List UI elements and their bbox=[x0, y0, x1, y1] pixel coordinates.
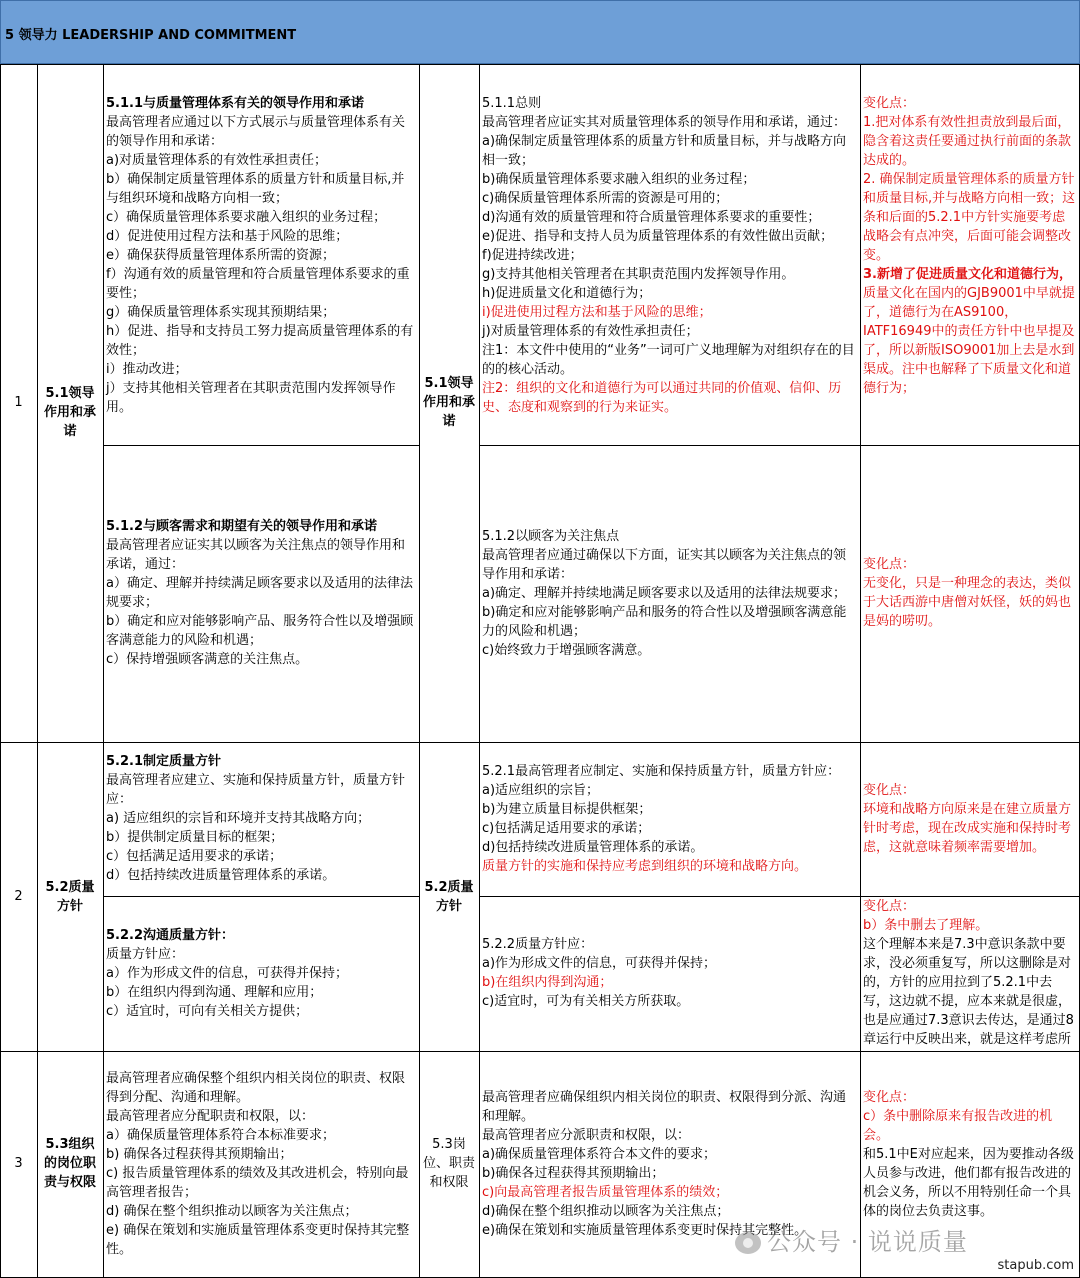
text-line: a)适应组织的宗旨； bbox=[482, 783, 600, 798]
text-line: c）适宜时，可向有关相关方提供； bbox=[106, 1004, 309, 1019]
text-line: c）确保质量管理体系要求融入组织的业务过程； bbox=[106, 210, 387, 225]
text-line: 这个理解本来是7.3中意识条款中要求，没必须重复写，所以这删除是对的，方针的应用拉到了5.2.1中去写，这边就不提，应本来就是很虚，也是应通过7.3意识去传达，是通过8章运行中反映出来，就是这样考虑所 bbox=[863, 937, 1074, 1047]
text-line: d）促进使用过程方法和基于风险的思维； bbox=[106, 229, 349, 244]
new-subclause-5-1-2 bbox=[482, 527, 858, 660]
note-lines bbox=[863, 1088, 1077, 1221]
new-subclause-5-2-1 bbox=[482, 762, 858, 876]
text-line: e)促进、指导和支持人员为质量管理体系的有效性做出贡献； bbox=[482, 229, 834, 244]
text-line: 变化点： bbox=[863, 783, 916, 798]
grid-line bbox=[103, 896, 419, 897]
text-line: c) 报告质量管理体系的绩效及其改进机会，特别向最高管理者报告； bbox=[106, 1166, 409, 1200]
note-lines bbox=[863, 555, 1077, 631]
grid-line bbox=[0, 742, 1080, 743]
text-line: b）在组织内得到沟通、理解和应用； bbox=[106, 985, 323, 1000]
text-line: b)在组织内得到沟通； bbox=[482, 975, 613, 990]
text-line: a)确定、理解并持续地满足顾客要求以及适用的法律法规要求； bbox=[482, 586, 847, 601]
text-line: i）推动改进； bbox=[106, 362, 188, 377]
new-subclause-5-2-2 bbox=[482, 935, 858, 1011]
text-line: 最高管理者应通过确保以下方面，证实其以顾客为关注焦点的领导作用和承诺： bbox=[482, 548, 847, 582]
text-line: 注2：组织的文化和道德行为可以通过共同的价值观、信仰、历史、态度和观察到的行为来证实。 bbox=[482, 381, 842, 415]
note-lines bbox=[863, 897, 1077, 1049]
text-line: b）提供制定质量目标的框架； bbox=[106, 830, 284, 845]
text-line: 最高管理者应证实其对质量管理体系的领导作用和承诺，通过： bbox=[482, 115, 847, 130]
text-line: b）条中删去了理解。 bbox=[863, 918, 989, 933]
clause-lines bbox=[482, 527, 858, 660]
text-line: h)促进质量文化和道德行为； bbox=[482, 286, 652, 301]
text-line: f）沟通有效的质量管理和符合质量管理体系要求的重要性； bbox=[106, 267, 410, 301]
text-line: d)沟通有效的质量管理和符合质量管理体系要求的重要性； bbox=[482, 210, 821, 225]
grid-line bbox=[103, 64, 104, 1278]
new-clause-title: 5.1领导作用和承诺 bbox=[422, 376, 475, 429]
subclause-heading: 5.1.2与顾客需求和期望有关的领导作用和承诺 bbox=[106, 519, 378, 534]
text-line: 变化点： bbox=[863, 1090, 916, 1105]
text-line: 最高管理者应确保组织内相关岗位的职责、权限得到分派、沟通和理解。 bbox=[482, 1090, 847, 1124]
text-line: b）确定和应对能够影响产品、服务符合性以及增强顾客满意能力的风险和机遇； bbox=[106, 614, 414, 648]
change-note bbox=[863, 1088, 1077, 1221]
grid-line bbox=[479, 445, 1079, 446]
text-line: 1.把对体系有效性担责放到最后面，隐含着这责任要通过执行前面的条款达成的。 bbox=[863, 115, 1072, 168]
new-subclause-5-1-1 bbox=[482, 94, 858, 417]
text-line: 质量文化在国内的GJB9001中早就提了，道德行为在AS9100，IATF16949中的责任方针中也早提及了，所以新版ISO9001加上去是水到渠成。注中也解释了下质量文化和道德行为； bbox=[863, 286, 1075, 396]
text-line: e）确保获得质量管理体系所需的资源； bbox=[106, 248, 335, 263]
text-line: 最高管理者应分派职责和权限，以： bbox=[482, 1128, 691, 1143]
text-line: 5.2.1最高管理者应制定、实施和保持质量方针，质量方针应： bbox=[482, 764, 841, 779]
wechat-icon bbox=[735, 1232, 761, 1254]
text-line: 注1：本文件中使用的“业务”一词可广义地理解为对组织存在的目的的核心活动。 bbox=[482, 343, 855, 377]
subclause-heading: 5.2.2沟通质量方针： bbox=[106, 928, 235, 943]
old-clause-title: 5.3组织的岗位职责与权限 bbox=[43, 1137, 96, 1190]
text-line: b)为建立质量目标提供框架； bbox=[482, 802, 652, 817]
text-line: i)促进使用过程方法和基于风险的思维； bbox=[482, 305, 712, 320]
text-line: 变化点： bbox=[863, 96, 916, 111]
old-clause-title: 5.2质量方针 bbox=[45, 880, 95, 914]
new-clause-title: 5.3岗位、职责和权限 bbox=[422, 1137, 475, 1190]
clause-lines bbox=[482, 762, 858, 876]
change-note bbox=[863, 555, 1077, 631]
text-line: 最高管理者应建立、实施和保持质量方针，质量方针应： bbox=[106, 773, 406, 807]
section-title: 5 领导力 LEADERSHIP AND COMMITMENT bbox=[5, 28, 297, 43]
clause-lines bbox=[482, 935, 858, 1011]
text-line: 变化点： bbox=[863, 557, 916, 572]
text-line: 5.2.2质量方针应： bbox=[482, 937, 594, 952]
grid-line bbox=[37, 64, 38, 1278]
text-line: c)始终致力于增强顾客满意。 bbox=[482, 643, 651, 658]
text-line: c)向最高管理者报告质量管理体系的绩效； bbox=[482, 1185, 729, 1200]
old-clause-5-3 bbox=[106, 1069, 417, 1259]
watermark bbox=[735, 1222, 968, 1257]
row-number: 1 bbox=[14, 395, 23, 410]
subclause-heading: 5.2.1制定质量方针 bbox=[106, 754, 222, 769]
grid-line bbox=[0, 64, 1080, 65]
text-line: d)确保在整个组织推动以顾客为关注焦点； bbox=[482, 1204, 730, 1219]
text-line: j)对质量管理体系的有效性承担责任； bbox=[482, 324, 699, 339]
text-line: b）确保制定质量管理体系的质量方针和质量目标,并与组织环境和战略方向相一致； bbox=[106, 172, 405, 206]
watermark-text: 公众号 · 说说质量 bbox=[767, 1228, 968, 1256]
old-subclause-5-2-2 bbox=[106, 926, 417, 1021]
grid-line bbox=[103, 445, 419, 446]
row-number: 3 bbox=[14, 1156, 23, 1171]
text-line: c）保持增强顾客满意的关注焦点。 bbox=[106, 652, 309, 667]
text-line: e) 确保在策划和实施质量管理体系变更时保持其完整性。 bbox=[106, 1223, 410, 1257]
text-line: c)适宜时，可为有关相关方所获取。 bbox=[482, 994, 690, 1009]
text-line: 最高管理者应确保整个组织内相关岗位的职责、权限得到分配、沟通和理解。 bbox=[106, 1071, 406, 1105]
clause-lines bbox=[106, 945, 417, 1021]
clause-lines bbox=[106, 771, 417, 885]
text-line: c）条中删除原来有报告改进的机会。 bbox=[863, 1109, 1053, 1143]
grid-line bbox=[479, 64, 480, 1278]
grid-line bbox=[0, 1051, 1080, 1052]
text-line: a）确保质量管理体系符合本标准要求； bbox=[106, 1128, 335, 1143]
text-line: a)确保制定质量管理体系的质量方针和质量目标，并与战略方向相一致； bbox=[482, 134, 847, 168]
text-line: a)对质量管理体系的有效性承担责任； bbox=[106, 153, 328, 168]
text-line: b)确保各过程获得其预期输出； bbox=[482, 1166, 665, 1181]
clause-lines bbox=[106, 1069, 417, 1259]
text-line: a) 适应组织的宗旨和环境并支持其战略方向； bbox=[106, 811, 371, 826]
text-line: f)促进持续改进； bbox=[482, 248, 583, 263]
text-line: 质量方针的实施和保持应考虑到组织的环境和战略方向。 bbox=[482, 859, 808, 874]
grid-line bbox=[860, 64, 861, 1278]
old-clause-title: 5.1领导作用和承诺 bbox=[43, 386, 96, 439]
text-line: a)作为形成文件的信息，可获得并保持； bbox=[482, 956, 717, 971]
text-line: g)支持其他相关管理者在其职责范围内发挥领导作用。 bbox=[482, 267, 795, 282]
text-line: 2. 确保制定质量管理体系的质量方针和质量目标,并与战略方向相一致；这条和后面的5.2.1中方针实施要考虑战略会有点冲突，后面可能会调整改变。 bbox=[863, 172, 1076, 263]
text-line: c）包括满足适用要求的承诺； bbox=[106, 849, 283, 864]
text-line: 质量方针应： bbox=[106, 947, 185, 962]
clause-lines bbox=[106, 113, 417, 417]
grid-line bbox=[0, 64, 1, 1278]
text-line: d)包括持续改进质量管理体系的承诺。 bbox=[482, 840, 704, 855]
text-line: a）确定、理解并持续满足顾客要求以及适用的法律法规要求； bbox=[106, 576, 413, 610]
note-lines bbox=[863, 94, 1077, 398]
text-line: 5.1.2以顾客为关注焦点 bbox=[482, 529, 620, 544]
text-line: 环境和战略方向原来是在建立质量方针时考虑，现在改成实施和保持时考虑，这就意味着频率需要增加。 bbox=[863, 802, 1072, 855]
site-label: stapub.com bbox=[997, 1258, 1074, 1273]
old-subclause-5-1-1 bbox=[106, 94, 417, 417]
text-line: b) 确保各过程获得其预期输出； bbox=[106, 1147, 293, 1162]
text-line: h）促进、指导和支持员工努力提高质量管理体系的有效性； bbox=[106, 324, 414, 358]
text-line: c)确保质量管理体系所需的资源是可用的； bbox=[482, 191, 729, 206]
text-line: b)确定和应对能够影响产品和服务的符合性以及增强顾客满意能力的风险和机遇； bbox=[482, 605, 847, 639]
row-number: 2 bbox=[14, 889, 23, 904]
new-clause-title: 5.2质量方针 bbox=[424, 880, 474, 914]
text-line: 最高管理者应证实其以顾客为关注焦点的领导作用和承诺，通过： bbox=[106, 538, 406, 572]
text-line: 变化点： bbox=[863, 899, 916, 914]
old-subclause-5-1-2 bbox=[106, 517, 417, 669]
clause-lines bbox=[482, 1088, 858, 1240]
text-line: d）包括持续改进质量管理体系的承诺。 bbox=[106, 868, 336, 883]
text-line: 和5.1中E对应起来，因为要推动各级人员参与改进，他们都有报告改进的机会义务，所以不用特别任命一个具体的岗位去负责这事。 bbox=[863, 1147, 1074, 1219]
change-note bbox=[863, 781, 1077, 857]
text-line: a）作为形成文件的信息，可获得并保持； bbox=[106, 966, 348, 981]
text-line: b)确保质量管理体系要求融入组织的业务过程； bbox=[482, 172, 756, 187]
text-line: 无变化，只是一种理念的表达，类似于大话西游中唐僧对妖怪，妖的妈也是妈的唠叨。 bbox=[863, 576, 1072, 629]
text-line: d) 确保在整个组织推动以顾客为关注焦点； bbox=[106, 1204, 358, 1219]
clause-lines bbox=[106, 536, 417, 669]
text-line: e)确保在策划和实施质量管理体系变更时保持其完整性。 bbox=[482, 1223, 808, 1238]
section-header bbox=[0, 0, 1080, 64]
text-line: c)包括满足适用要求的承诺； bbox=[482, 821, 651, 836]
note-lines bbox=[863, 781, 1077, 857]
clause-lines bbox=[482, 94, 858, 417]
subclause-heading: 5.1.1与质量管理体系有关的领导作用和承诺 bbox=[106, 96, 365, 111]
old-subclause-5-2-1 bbox=[106, 752, 417, 885]
change-note bbox=[863, 897, 1077, 1049]
text-line: 5.1.1总则 bbox=[482, 96, 542, 111]
text-line: j）支持其他相关管理者在其职责范围内发挥领导作用。 bbox=[106, 381, 396, 415]
text-line: 3.新增了促进质量文化和道德行为， bbox=[863, 267, 1072, 282]
new-clause-5-3 bbox=[482, 1088, 858, 1240]
text-line: a)确保质量管理体系符合本文件的要求； bbox=[482, 1147, 717, 1162]
text-line: g）确保质量管理体系实现其预期结果； bbox=[106, 305, 336, 320]
grid-line bbox=[419, 64, 420, 1278]
text-line: 最高管理者应分配职责和权限，以： bbox=[106, 1109, 315, 1124]
change-note bbox=[863, 94, 1077, 398]
text-line: 最高管理者应通过以下方式展示与质量管理体系有关的领导作用和承诺： bbox=[106, 115, 406, 149]
